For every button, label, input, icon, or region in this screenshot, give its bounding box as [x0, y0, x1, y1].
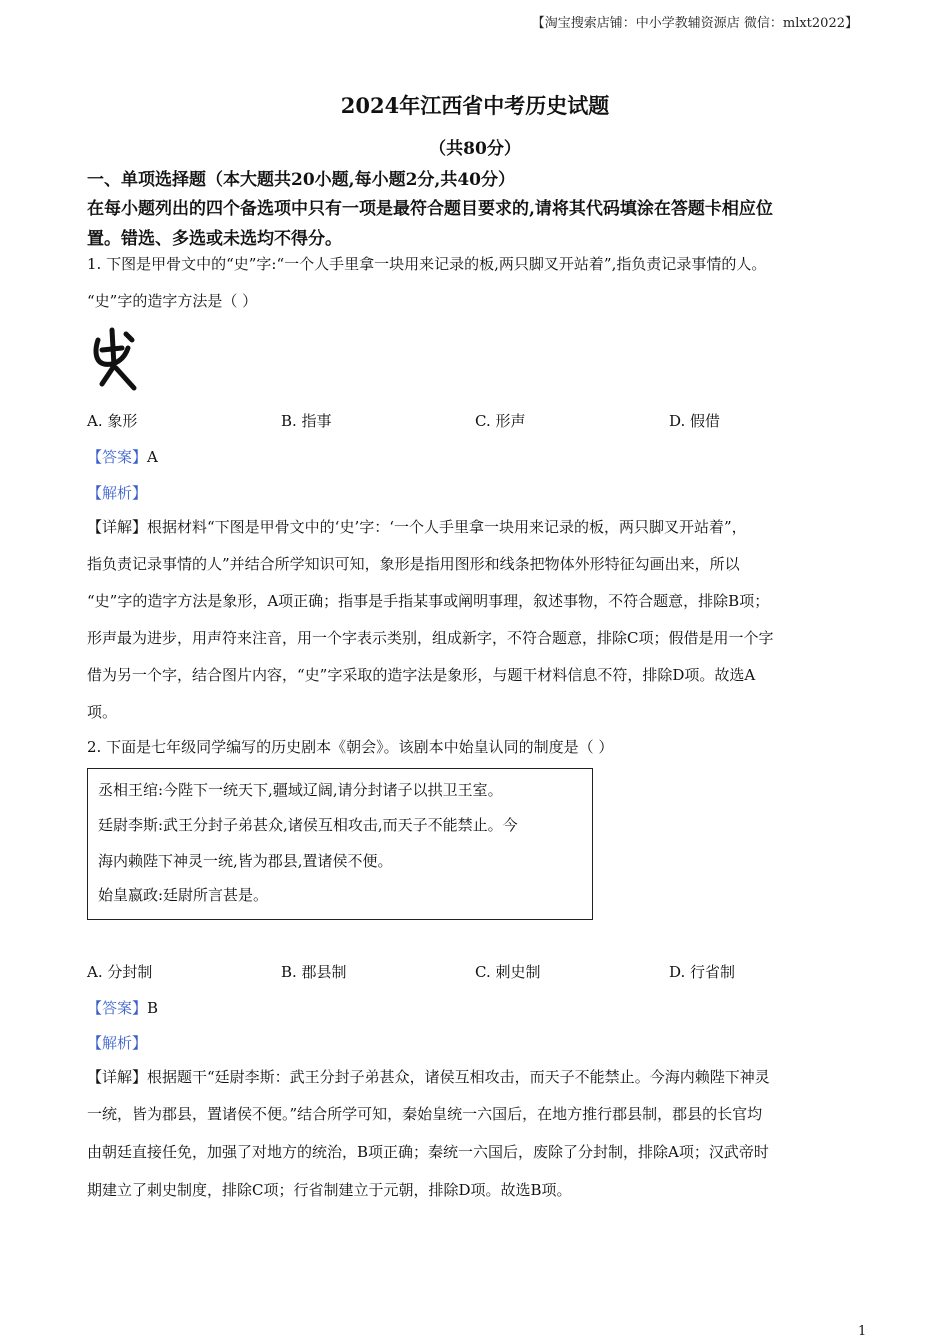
q1-detail-line: 形声最为进步，用声符来注音，用一个字表示类别，组成新字，不符合题意，排除C项；假借是用一个字 — [87, 629, 774, 647]
q1-stem: 1. 下图是甲骨文中的“史”字:“一个人手里拿一块用来记录的板,两只脚叉开站着”,指负责记录事情的人。 — [87, 255, 767, 273]
q1-detail-line: 指负责记录事情的人”并结合所学知识可知，象形是指用图形和线条把物体外形特征勾画出来，所以 — [87, 555, 740, 573]
q2-detail-line: 期建立了刺史制度，排除C项；行省制建立于元朝，排除D项。故选B项。 — [87, 1181, 572, 1199]
q2-stem: 2. 下面是七年级同学编写的历史剧本《朝会》。该剧本中始皇认同的制度是（ ） — [87, 738, 614, 756]
answer-value: A — [147, 448, 158, 466]
script-line: 海内赖陛下神灵一统,皆为郡县,置诸侯不便。 — [98, 852, 393, 870]
answer-value: B — [147, 999, 159, 1017]
section-instruction-line: 置。错选、多选或未选均不得分。 — [87, 229, 342, 249]
q1-detail-line: “史”字的造字方法是象形，A项正确；指事是手指某事或阐明事理，叙述事物，不符合题意，排除B项； — [87, 592, 770, 610]
q2-option-b: B. 郡县制 — [281, 963, 347, 981]
q1-stem: “史”字的造字方法是（ ） — [87, 292, 258, 310]
q1-option-c: C. 形声 — [475, 412, 526, 430]
detail-tag: 【详解】 — [87, 1068, 148, 1086]
header-note: 【淘宝搜索店铺：中小学教辅资源店 微信：mlxt2022】 — [531, 16, 858, 31]
section-heading: 一、单项选择题（本大题共20小题,每小题2分,共40分） — [87, 170, 515, 190]
script-excerpt-box — [87, 768, 593, 920]
page-number: 1 — [858, 1324, 867, 1339]
q2-detail-line — [87, 1066, 770, 1087]
q2-option-d: D. 行省制 — [669, 963, 736, 981]
q1-option-b: B. 指事 — [281, 412, 332, 430]
oracle-bone-shi-character-image — [88, 326, 140, 392]
q2-detail-line: 由朝廷直接任免，加强了对地方的统治，B项正确；秦统一六国后，废除了分封制，排除A项；汉武帝时 — [87, 1143, 769, 1161]
detail-tag: 【详解】 — [87, 518, 148, 536]
q2-option-c: C. 刺史制 — [475, 963, 541, 981]
q2-detail-line: 一统，皆为郡县，置诸侯不便。”结合所学可知，秦始皇统一六国后，在地方推行郡县制，郡县的长官均 — [87, 1105, 763, 1123]
q2-analysis-tag: 【解析】 — [87, 1034, 148, 1052]
page-subtitle: （共80分） — [429, 139, 521, 159]
q1-analysis-tag: 【解析】 — [87, 484, 148, 502]
detail-text: 根据材料“下图是甲骨文中的‘史’字：‘一个人手里拿一块用来记录的板，两只脚叉开站着”， — [147, 518, 747, 536]
answer-tag: 【答案】 — [87, 999, 148, 1017]
q2-option-a: A. 分封制 — [87, 963, 153, 981]
script-line: 丞相王绾:今陛下一统天下,疆域辽阔,请分封诸子以拱卫王室。 — [98, 781, 503, 799]
detail-text: 根据题干“廷尉李斯：武王分封子弟甚众，诸侯互相攻击，而天子不能禁止。今海内赖陛下神灵 — [147, 1068, 770, 1086]
q1-detail-line: 项。 — [87, 703, 118, 721]
script-line: 始皇嬴政:廷尉所言甚是。 — [98, 886, 269, 904]
script-line: 廷尉李斯:武王分封子弟甚众,诸侯互相攻击,而天子不能禁止。今 — [98, 816, 518, 834]
section-instruction-line: 在每小题列出的四个备选项中只有一项是最符合题目要求的,请将其代码填涂在答题卡相应位 — [87, 199, 773, 219]
q1-detail-line — [87, 516, 747, 537]
page-title: 2024年江西省中考历史试题 — [340, 93, 610, 118]
q2-answer — [87, 997, 158, 1018]
q1-option-a: A. 象形 — [87, 412, 138, 430]
answer-tag: 【答案】 — [87, 448, 148, 466]
q1-detail-line: 借为另一个字，结合图片内容，“史”字采取的造字法是象形，与题干材料信息不符，排除D项。故选A — [87, 666, 756, 684]
q1-option-d: D. 假借 — [669, 412, 721, 430]
q1-answer — [87, 446, 158, 467]
